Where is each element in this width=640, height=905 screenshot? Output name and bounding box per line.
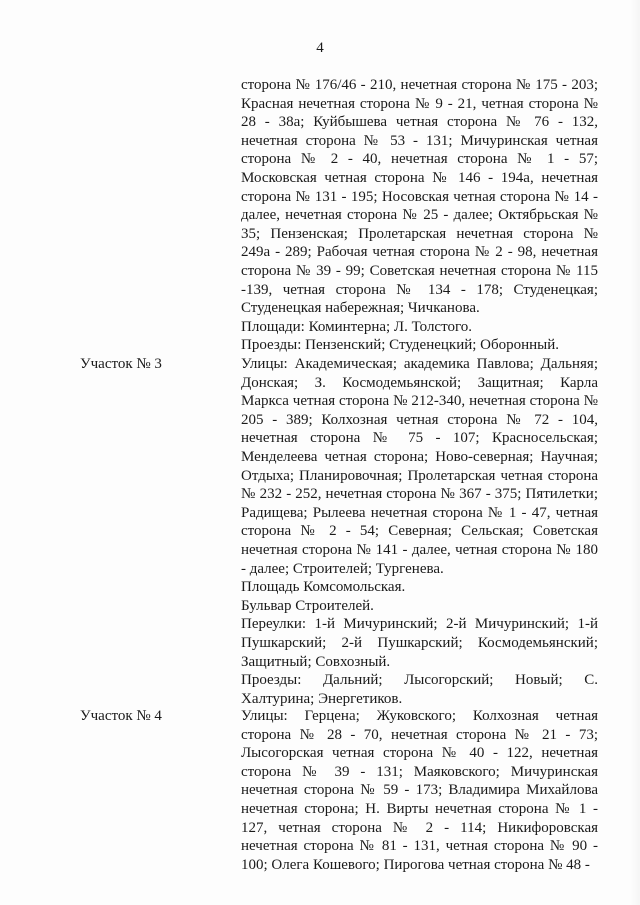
section-3-block: [241, 355, 598, 708]
scan-edge-shadow: [630, 0, 640, 905]
section-3-streets-paragraph: Улицы: Академическая; академика Павлова; Дальняя; Донская; З. Космодемьянской; Защитная; Карла Маркса четная сторона № 212-340, нечетная сторона № 205 - 389; Колхозная четная сторона № 72 - 104, нечетная сторона № 75 - 107; Красносельская; Менделеева четная сторона; Ново-северная; Научная; Отдыха; Планировочная; Пролетарская четная сторона № 232 - 252, нечетная сторона № 367 - 375; Пятилетки; Радищева; Рылеева нечетная сторона № 1 - 47, четная сторона № 2 - 54; Северная; Сельская; Советская нечетная сторона № 141 - далее, четная сторона № 180 - далее; Строителей; Тургенева.: [241, 356, 598, 577]
section-4-block: [241, 707, 598, 874]
intro-passages-paragraph: Проезды: Пензенский; Студенецкий; Оборонный.: [241, 337, 560, 354]
section-4-streets-paragraph: Улицы: Герцена; Жуковского; Колхозная четная сторона № 28 - 70, нечетная сторона № 21 - 73; Лысогорская четная сторона № 40 - 122, нечетная сторона № 39 - 131; Маяковского; Мичуринская нечетная сторона № 59 - 173; Владимира Михайлова нечетная сторона; Н. Вирты нечетная сторона № 1 - 127, четная сторона № 2 - 114; Никифоровская нечетная сторона № 81 - 131, четная сторона № 90 - 100; Олега Кошевого; Пирогова четная сторона № 48 -: [241, 708, 598, 873]
section-3-label: Участок № 3: [80, 356, 162, 372]
intro-streets-paragraph: сторона № 176/46 - 210, нечетная сторона № 175 - 203; Красная нечетная сторона № 9 - 21, четная сторона № 28 - 38а; Куйбышева четная сторона № 76 - 132, нечетная сторона № 53 - 131; Мичуринская четная сторона № 2 - 40, нечетная сторона № 1 - 57; Московская четная сторона № 146 - 194а, нечетная сторона № 131 - 195; Носовская четная сторона № 14 - далее, нечетная сторона № 25 - далее; Октябрьская № 35; Пензенская; Пролетарская нечетная сторона № 249а - 289; Рабочая четная сторона № 2 - 98, нечетная сторона № 39 - 99; Советская нечетная сторона № 115 -139, четная сторона № 134 - 178; Студенецкая; Студенецкая набережная; Чичканова.: [241, 77, 598, 317]
page-number: 4: [316, 40, 324, 56]
section-3-boulevard-paragraph: Бульвар Строителей.: [241, 597, 374, 614]
section-4-label: Участок № 4: [80, 708, 162, 724]
intro-squares-paragraph: Площади: Коминтерна; Л. Толстого.: [241, 318, 472, 335]
section-3-lanes-paragraph: Переулки: 1-й Мичуринский; 2-й Мичуринский; 1-й Пушкарский; 2-й Пушкарский; Космодемьянский; Защитный; Совхозный.: [241, 616, 598, 670]
intro-block: [241, 76, 598, 355]
section-3-passages-paragraph: Проезды: Дальний; Лысогорский; Новый; С. Халтурина; Энергетиков.: [241, 672, 598, 707]
section-3-square-paragraph: Площадь Комсомольская.: [241, 579, 406, 596]
